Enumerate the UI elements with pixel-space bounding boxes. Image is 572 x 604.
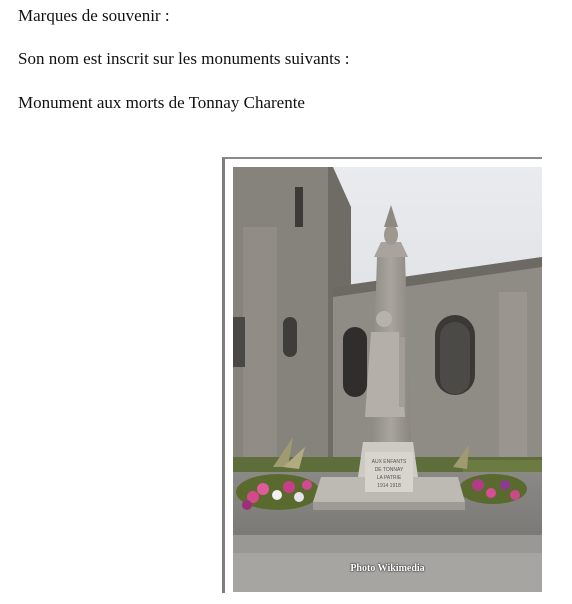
monument-photo-frame bbox=[222, 157, 542, 593]
monument-name: Monument aux morts de Tonnay Charente bbox=[18, 93, 305, 112]
svg-text:DE TONNAY: DE TONNAY bbox=[374, 467, 404, 473]
svg-text:AUX ENFANTS: AUX ENFANTS bbox=[371, 459, 407, 465]
heading-memory-marks: Marques de souvenir : bbox=[18, 6, 170, 25]
svg-text:1914 1918: 1914 1918 bbox=[377, 483, 401, 489]
photo-credit: Photo Wikimedia bbox=[350, 563, 425, 574]
monument-photo bbox=[233, 167, 542, 592]
monuments-intro-text: Son nom est inscrit sur les monuments suivants : bbox=[18, 49, 350, 68]
svg-text:LA PATRIE: LA PATRIE bbox=[376, 475, 402, 481]
monument-photo-image bbox=[233, 167, 542, 592]
